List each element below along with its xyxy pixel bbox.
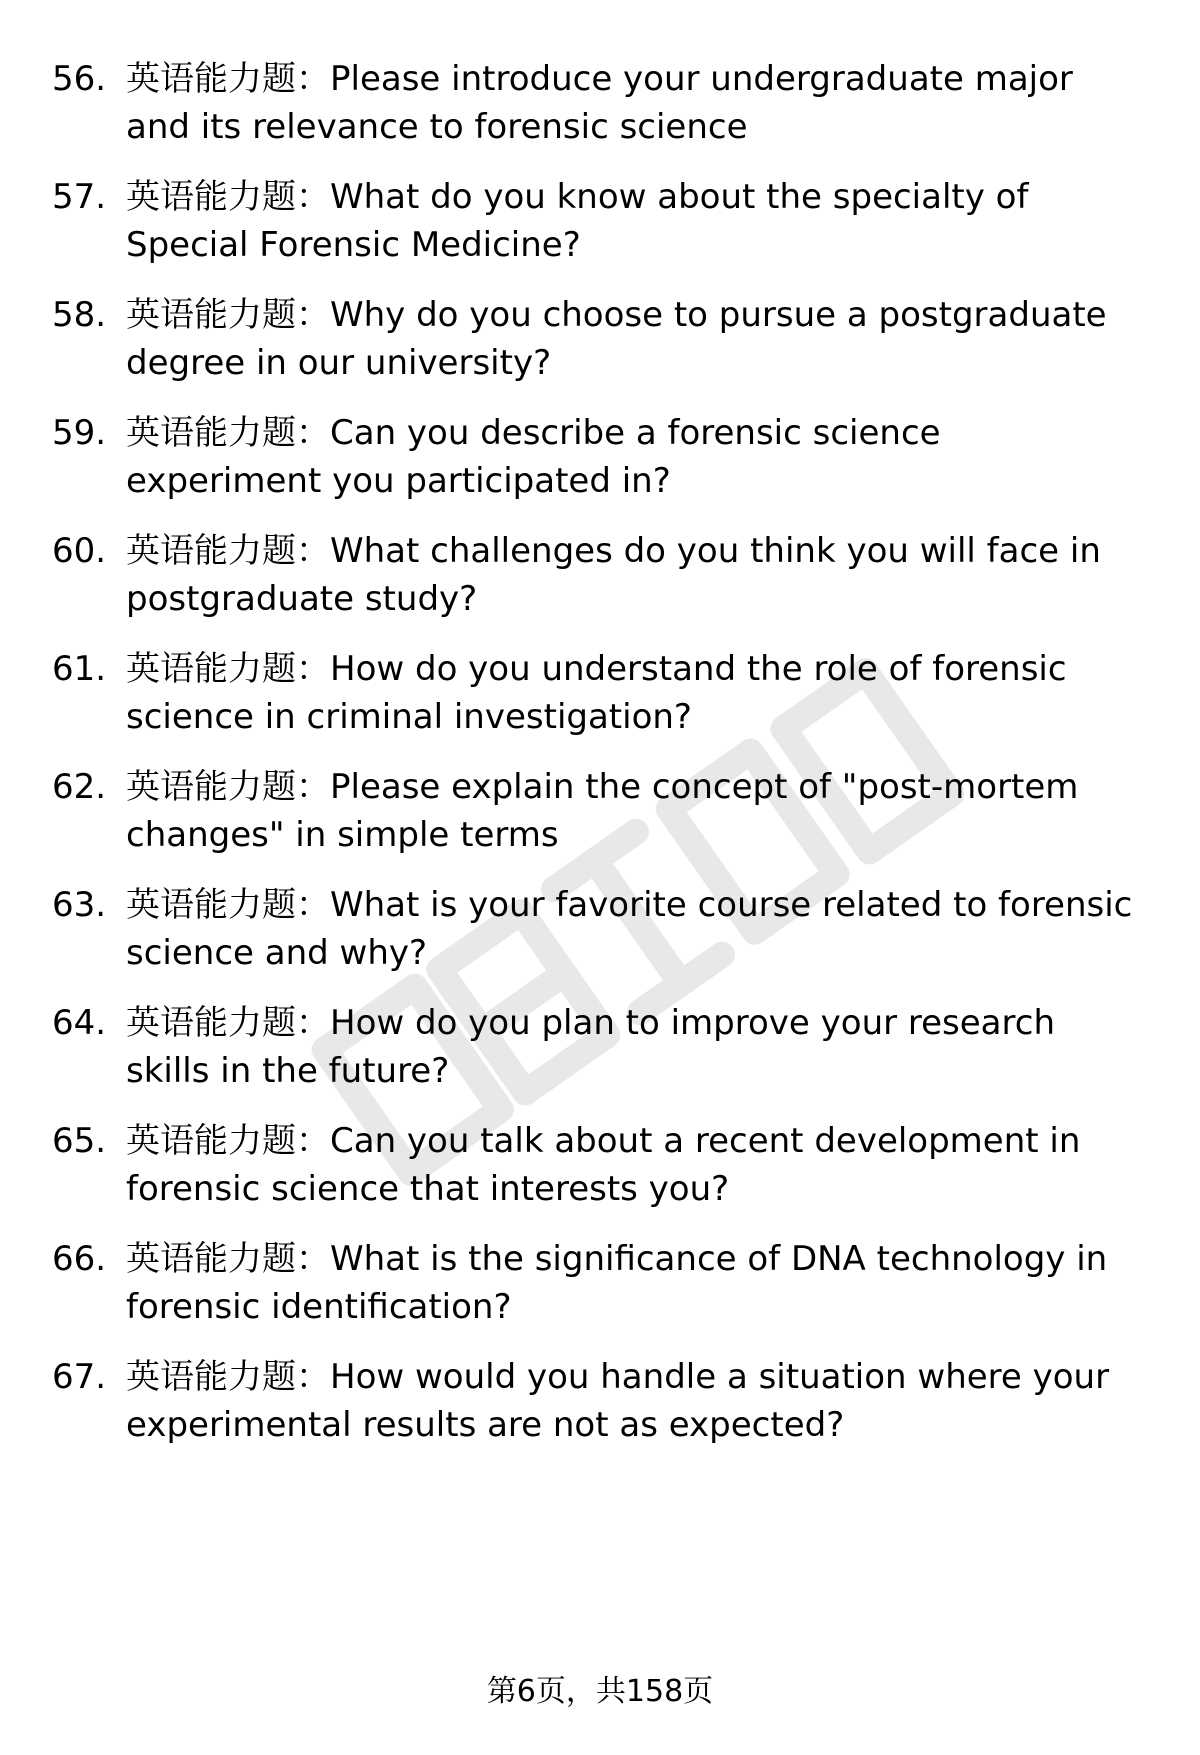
question-line-1 — [126, 645, 1162, 693]
question-prefix: 英语能力题： — [126, 767, 330, 807]
question-text-part-1: What is your favorite course related to forensic — [330, 885, 1133, 925]
question-line-1 — [126, 881, 1162, 929]
question-text-part-2: changes" in simple terms — [126, 815, 559, 855]
question-number: 67. — [52, 1357, 107, 1397]
question-number: 56. — [52, 59, 107, 99]
question-text — [126, 1117, 1162, 1213]
question-prefix: 英语能力题： — [126, 885, 330, 925]
question-text — [126, 763, 1162, 859]
question-line-1 — [126, 1117, 1162, 1165]
question-number: 57. — [52, 177, 107, 217]
question-text — [126, 881, 1162, 977]
question-text-part-1: What challenges do you think you will face in — [330, 531, 1101, 571]
question-item — [52, 409, 1162, 509]
question-number: 64. — [52, 1003, 107, 1043]
question-line-1 — [126, 999, 1162, 1047]
question-number: 59. — [52, 413, 107, 453]
question-prefix: 英语能力题： — [126, 1121, 330, 1161]
question-text-part-1: Can you talk about a recent development in — [330, 1121, 1081, 1161]
question-item — [52, 1117, 1162, 1217]
question-text-part-1: How do you plan to improve your research — [330, 1003, 1055, 1043]
question-text-part-2: degree in our university? — [126, 343, 552, 383]
page-number-footer: 第6页，共158页 — [486, 1674, 714, 1709]
question-text-part-1: Can you describe a forensic science — [330, 413, 941, 453]
question-item — [52, 55, 1162, 155]
question-text — [126, 1353, 1162, 1449]
question-prefix: 英语能力题： — [126, 59, 330, 99]
question-prefix: 英语能力题： — [126, 413, 330, 453]
question-text — [126, 409, 1162, 505]
question-text-part-2: forensic identification? — [126, 1287, 512, 1327]
question-text — [126, 173, 1162, 269]
question-text-part-1: How would you handle a situation where your — [330, 1357, 1110, 1397]
question-text-part-2: experimental results are not as expected? — [126, 1405, 845, 1445]
question-text-part-2: Special Forensic Medicine? — [126, 225, 581, 265]
question-item — [52, 881, 1162, 981]
question-text — [126, 1235, 1162, 1331]
question-number: 62. — [52, 767, 107, 807]
question-text — [126, 291, 1162, 387]
question-item — [52, 291, 1162, 391]
question-text-part-1: Please explain the concept of "post-mortem — [330, 767, 1079, 807]
question-prefix: 英语能力题： — [126, 1357, 330, 1397]
question-line-1 — [126, 527, 1162, 575]
question-item — [52, 1353, 1162, 1453]
question-number: 63. — [52, 885, 107, 925]
question-prefix: 英语能力题： — [126, 1003, 330, 1043]
question-item — [52, 645, 1162, 745]
question-line-1 — [126, 763, 1162, 811]
question-text-part-2: postgraduate study? — [126, 579, 478, 619]
question-text — [126, 55, 1162, 151]
question-item — [52, 999, 1162, 1099]
question-prefix: 英语能力题： — [126, 295, 330, 335]
question-text — [126, 645, 1162, 741]
question-text-part-2: experiment you participated in? — [126, 461, 671, 501]
question-text-part-2: forensic science that interests you? — [126, 1169, 730, 1209]
question-item — [52, 1235, 1162, 1335]
question-text — [126, 527, 1162, 623]
question-line-1 — [126, 173, 1162, 221]
question-number: 65. — [52, 1121, 107, 1161]
question-prefix: 英语能力题： — [126, 649, 330, 689]
question-number: 60. — [52, 531, 107, 571]
question-prefix: 英语能力题： — [126, 531, 330, 571]
question-text-part-2: and its relevance to forensic science — [126, 107, 748, 147]
question-number: 58. — [52, 295, 107, 335]
question-number: 61. — [52, 649, 107, 689]
question-prefix: 英语能力题： — [126, 177, 330, 217]
question-item — [52, 527, 1162, 627]
question-line-1 — [126, 409, 1162, 457]
question-line-1 — [126, 1235, 1162, 1283]
question-text-part-2: science in criminal investigation? — [126, 697, 692, 737]
question-text-part-1: What is the significance of DNA technology in — [330, 1239, 1108, 1279]
question-line-1 — [126, 55, 1162, 103]
question-text-part-1: Why do you choose to pursue a postgraduate — [330, 295, 1107, 335]
question-item — [52, 173, 1162, 273]
question-text-part-2: skills in the future? — [126, 1051, 450, 1091]
question-text — [126, 999, 1162, 1095]
question-item — [52, 763, 1162, 863]
question-line-1 — [126, 1353, 1162, 1401]
question-line-1 — [126, 291, 1162, 339]
question-text-part-1: Please introduce your undergraduate major — [330, 59, 1073, 99]
question-text-part-1: How do you understand the role of forensic — [330, 649, 1067, 689]
question-prefix: 英语能力题： — [126, 1239, 330, 1279]
question-text-part-2: science and why? — [126, 933, 428, 973]
question-number: 66. — [52, 1239, 107, 1279]
question-text-part-1: What do you know about the specialty of — [330, 177, 1029, 217]
